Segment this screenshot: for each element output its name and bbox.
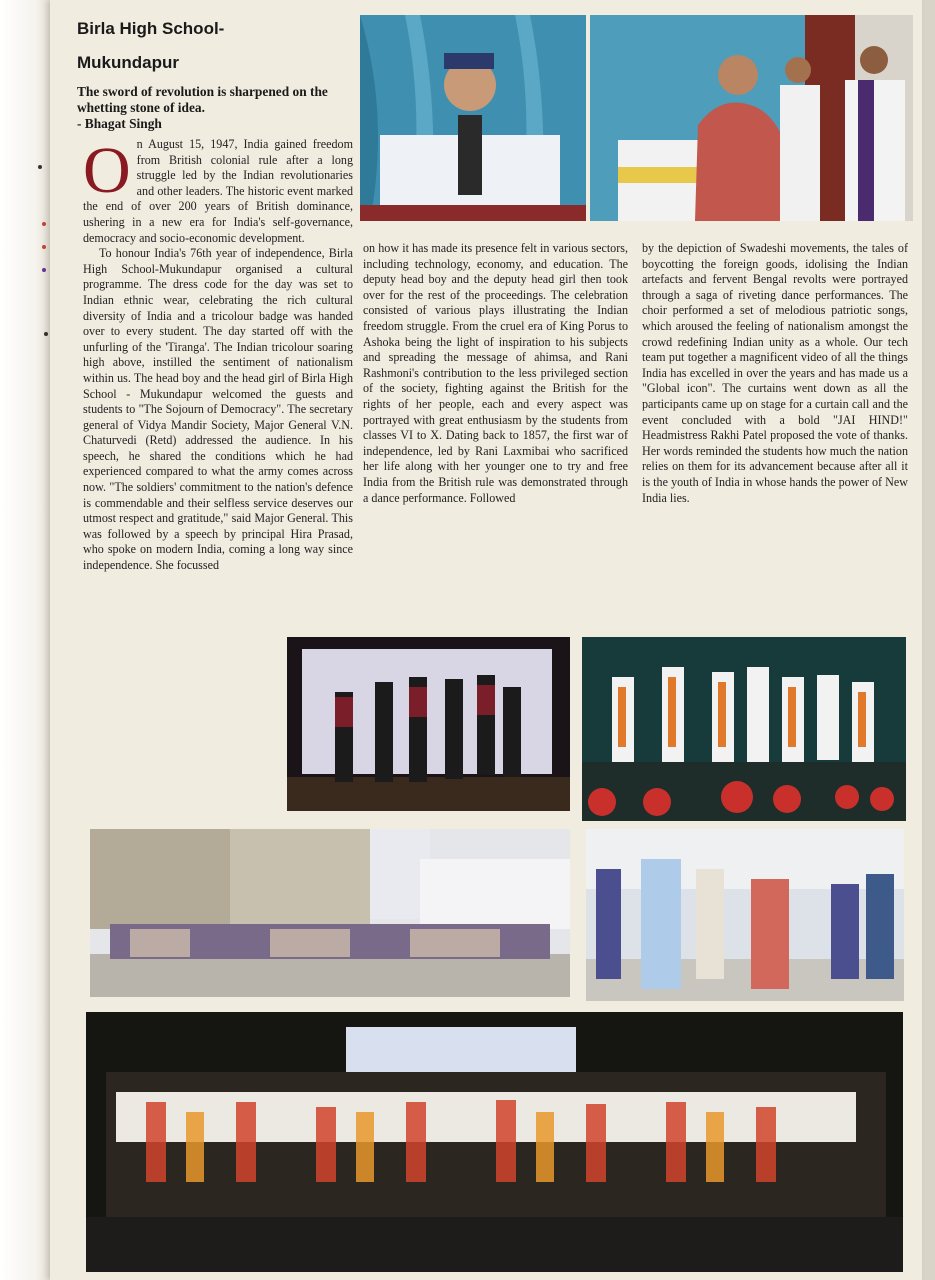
photo-dignitaries (590, 15, 913, 221)
quote-author: - Bhagat Singh (77, 116, 162, 131)
column-3-text: by the depiction of Swadeshi movements, the tales of boycotting the foreign goods, idolising the Indian artefacts and fervent Bengal revolts were portrayed through a saga of riveting dance performances. The choir performed a set of melodious patriotic songs, which aroused the feeling of nationalism amongst the crowd redefining Indian unity as a whole. Our tech team put together a magnificent video of all the things India has excelled in over the years and has made us a "Global icon". The curtains went down as all the participants came up on stage for a curtain call and the event concluded with a bold "JAI HIND!" Headmistress Rakhi Patel proposed the vote of thanks. Her words reminded the students how much the nation relies on them for its advancement because after all it is the youth of India in whose hands the power of New India lies. (642, 241, 908, 505)
photo-school-assembly (90, 829, 570, 997)
margin-mark (42, 268, 46, 272)
article-column-3 (642, 241, 908, 623)
margin-mark (44, 332, 48, 336)
article-headline (77, 12, 347, 80)
photo-stage-performance (582, 637, 906, 821)
paragraph-1: n August 15, 1947, India gained freedom from British colonial rule after a long struggle led by the Indian revolutionaries and other leaders. The historic event marked the end of over 200 years of British dominance, ushering in a new era for India's self-governance, democracy and socio-economic development. (83, 137, 353, 245)
margin-mark (42, 222, 46, 226)
photo-speaker (360, 15, 586, 221)
paragraph-2: To honour India's 76th year of independence, Birla High School-Mukundapur organised a cultural programme. The dress code for the day was set to Indian ethnic wear, celebrating the rich cultural diversity of India and a tricolour badge was handed over to every student. The day started off with the unfurling of the 'Tiranga'. The Indian tricolour soaring high above, instilled the sentiment of nationalism within us. The head boy and the head girl of Birla High School - Mukundapur welcomed the guests and students to "The Sojourn of Democracy". The secretary general of Vidya Mandir Society, Major General V.N. Chaturvedi (Retd) addressed the audience. In his speech, he shared the conditions which he had experienced compared to what the army comes across now. "The soldiers' commitment to the nation's defence is commendable and their selfless service deserves our utmost respect and gratitude," said Major General. This was followed by a speech by principal Hira Prasad, who spoke on modern India, coming a long way since independence. She focussed (83, 246, 353, 573)
pull-quote (77, 84, 357, 132)
article-column-2 (363, 241, 628, 623)
margin-mark (42, 245, 46, 249)
quote-text: The sword of revolution is sharpened on the whetting stone of idea. (77, 84, 328, 115)
headline-line-2: Mukundapur (77, 53, 179, 72)
article-column-1 (83, 137, 353, 635)
margin-mark (38, 165, 42, 169)
photo-dance-performance (287, 637, 570, 811)
photo-group-stage (86, 1012, 903, 1272)
photo-guests (586, 829, 904, 1001)
headline-line-1: Birla High School- (77, 19, 225, 38)
page-margin (0, 0, 50, 1280)
column-2-text: on how it has made its presence felt in various sectors, including technology, economy, and education. The deputy head boy and the deputy head girl then took over for the rest of the proceedings. The celebration consisted of various plays illustrating the Indian freedom struggle. From the cruel era of King Porus to Ashoka being the light of inspiration to his subjects and spreading the message of ahimsa, and Rani Rashmoni's contribution to the less privileged section of the society, fighting against the British for the rights of her people, each and every aspect was portrayed with great enthusiasm by the students from classes VI to X. Dating back to 1857, the first war of independence, led by Rani Laxmibai who sacrificed her life along with her younger one to try and free India from the British rule was demonstrated through a dance performance. Followed (363, 241, 628, 505)
drop-cap: O (83, 137, 131, 207)
